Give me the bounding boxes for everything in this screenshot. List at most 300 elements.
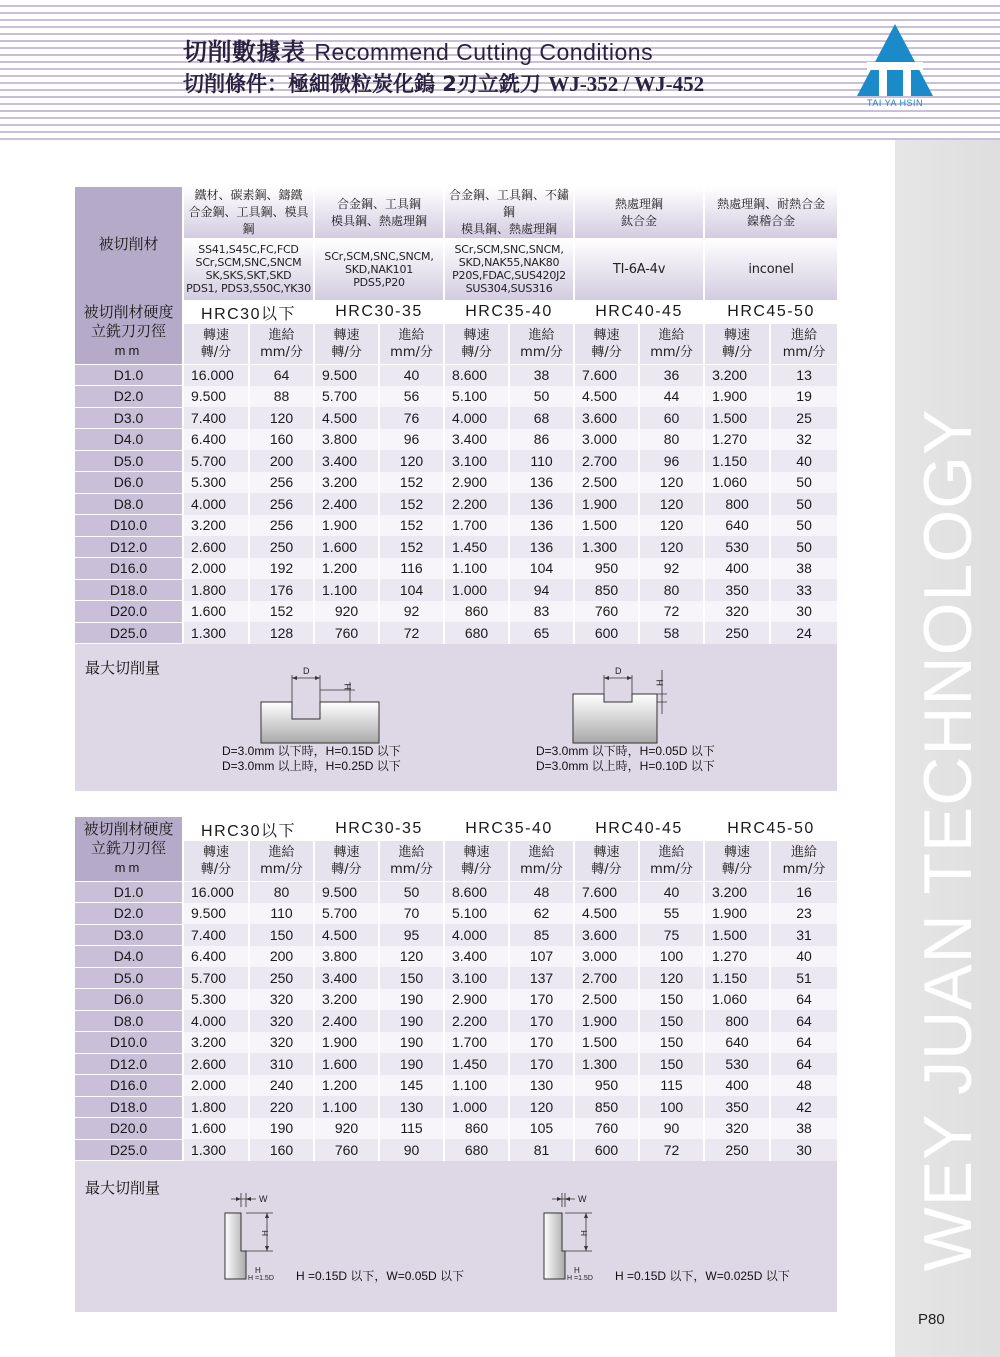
- side-cut-diagram-icon: [534, 1187, 614, 1287]
- table-row: [75, 386, 837, 408]
- feed-cell: 40: [770, 946, 837, 968]
- rpm-cell: 530: [704, 1053, 770, 1075]
- rpm-cell: 1.100: [314, 1096, 379, 1118]
- side-brand: [895, 140, 1000, 1357]
- feed-cell: 136: [509, 493, 574, 515]
- table-row: [75, 1053, 837, 1075]
- rpm-cell: 2.500: [574, 989, 639, 1011]
- feed-cell: 250: [249, 536, 314, 558]
- feed-cell: 120: [639, 472, 704, 494]
- rpm-cell: 4.500: [574, 903, 639, 925]
- feed-cell: 110: [509, 450, 574, 472]
- feed-header: 進給 mm/分: [379, 841, 444, 881]
- feed-header: 進給 mm/分: [249, 841, 314, 881]
- feed-cell: 104: [379, 579, 444, 601]
- feed-cell: 120: [379, 946, 444, 968]
- diameter-cell: D1.0: [75, 364, 183, 386]
- feed-cell: 256: [249, 472, 314, 494]
- rpm-cell: 4.000: [444, 924, 509, 946]
- max-cut-label: 最大切削量: [85, 659, 161, 677]
- rpm-cell: 760: [314, 622, 379, 644]
- rpm-header: 轉速 轉/分: [183, 841, 249, 881]
- feed-header: 進給 mm/分: [509, 841, 574, 881]
- rpm-cell: 530: [704, 536, 770, 558]
- diameter-cell: D4.0: [75, 429, 183, 451]
- feed-cell: 75: [639, 924, 704, 946]
- feed-cell: 250: [249, 967, 314, 989]
- rpm-cell: 3.100: [444, 967, 509, 989]
- rpm-cell: 760: [314, 1139, 379, 1161]
- rpm-cell: 320: [704, 601, 770, 623]
- feed-cell: 94: [509, 579, 574, 601]
- diameter-cell: D5.0: [75, 450, 183, 472]
- material-name: [183, 187, 314, 238]
- rpm-cell: 1.900: [704, 903, 770, 925]
- table-row: [75, 493, 837, 515]
- feed-cell: 72: [639, 1139, 704, 1161]
- rpm-cell: 1.600: [314, 1053, 379, 1075]
- rpm-cell: 1.300: [574, 536, 639, 558]
- table-row: [75, 558, 837, 580]
- rpm-header: 轉速 轉/分: [574, 324, 639, 364]
- grade-line: SCr,SCM,SNC,SNCM,: [324, 249, 434, 263]
- feed-cell: 145: [379, 1075, 444, 1097]
- hardness-header: HRC45-50: [704, 817, 837, 841]
- rpm-cell: 9.500: [314, 364, 379, 386]
- feed-cell: 150: [249, 924, 314, 946]
- table-row: [75, 1096, 837, 1118]
- table-row: [75, 407, 837, 429]
- rpm-cell: 5.700: [183, 967, 249, 989]
- rpm-cell: 4.500: [314, 407, 379, 429]
- feed-cell: 96: [639, 450, 704, 472]
- rpm-cell: 7.600: [574, 881, 639, 903]
- feed-cell: 120: [509, 1096, 574, 1118]
- table2-body: [75, 881, 837, 1161]
- feed-cell: 62: [509, 903, 574, 925]
- note-line: D=3.0mm 以下時，H=0.15D 以下: [222, 744, 401, 758]
- rpm-cell: 250: [704, 622, 770, 644]
- rpm-cell: 2.000: [183, 558, 249, 580]
- diameter-cell: D5.0: [75, 967, 183, 989]
- table-row: [75, 1075, 837, 1097]
- diameter-cell: D4.0: [75, 946, 183, 968]
- rpm-cell: 850: [574, 1096, 639, 1118]
- material-name-line1: 熱處理鋼、耐熱合金: [717, 196, 826, 211]
- table-row: [75, 364, 837, 386]
- feed-cell: 136: [509, 536, 574, 558]
- rpm-header: 轉速 轉/分: [704, 324, 770, 364]
- rpm-cell: 1.800: [183, 1096, 249, 1118]
- diagram-h-note: H =1.5D: [567, 1275, 593, 1282]
- diameter-cell: D1.0: [75, 881, 183, 903]
- material-name-line2: 模具鋼、熱處理鋼: [461, 222, 558, 236]
- rpm-cell: 4.500: [574, 386, 639, 408]
- rpm-cell: 1.800: [183, 579, 249, 601]
- rpm-cell: 3.400: [314, 450, 379, 472]
- feed-cell: 38: [770, 1118, 837, 1140]
- rpm-cell: 9.500: [183, 903, 249, 925]
- rpm-cell: 7.400: [183, 407, 249, 429]
- rpm-cell: 16.000: [183, 881, 249, 903]
- feed-cell: 51: [770, 967, 837, 989]
- note-line: H =0.15D 以下，W=0.025D 以下: [615, 1269, 790, 1283]
- rpm-cell: 1.270: [704, 429, 770, 451]
- side-brand-text: WEY JUAN TECHNOLOGY: [909, 408, 986, 1272]
- cutting-table-panel-1: [75, 187, 837, 791]
- feed-cell: 90: [639, 1118, 704, 1140]
- rpm-cell: 600: [574, 622, 639, 644]
- rpm-cell: 1.450: [444, 536, 509, 558]
- rpm-cell: 1.900: [314, 515, 379, 537]
- diagram-h-label: H: [343, 683, 353, 690]
- feed-cell: 70: [379, 903, 444, 925]
- feed-cell: 320: [249, 1010, 314, 1032]
- grade-line: SUS304,SUS316: [465, 282, 553, 295]
- feed-cell: 92: [379, 601, 444, 623]
- rpm-cell: 2.900: [444, 989, 509, 1011]
- material-name-line1: 合金鋼、工具鋼: [337, 196, 422, 211]
- logo-text: TAI YA HSIN: [866, 98, 923, 108]
- hardness-diameter-label: [75, 817, 183, 881]
- rpm-cell: 1.300: [183, 1139, 249, 1161]
- table-row: [75, 881, 837, 903]
- feed-cell: 136: [509, 472, 574, 494]
- feed-cell: 256: [249, 515, 314, 537]
- feed-cell: 32: [770, 429, 837, 451]
- material-name-line1: 鐵材、碳素鋼、鑄鐵: [194, 188, 303, 202]
- hardness-header: HRC45-50: [704, 300, 837, 324]
- rpm-cell: 2.500: [574, 472, 639, 494]
- rpm-cell: 9.500: [183, 386, 249, 408]
- feed-cell: 190: [379, 989, 444, 1011]
- rpm-cell: 2.700: [574, 450, 639, 472]
- rpm-header: 轉速 轉/分: [444, 324, 509, 364]
- max-cut-note-left: [296, 1269, 464, 1284]
- feed-cell: 170: [509, 1053, 574, 1075]
- feed-cell: 120: [639, 967, 704, 989]
- feed-cell: 120: [639, 515, 704, 537]
- table-row: [75, 903, 837, 925]
- rpm-header: 轉速 轉/分: [574, 841, 639, 881]
- rpm-cell: 1.200: [314, 558, 379, 580]
- rpm-cell: 3.200: [183, 1032, 249, 1054]
- rpm-cell: 400: [704, 1075, 770, 1097]
- hardness-label: 被切削材硬度: [83, 820, 174, 839]
- feed-cell: 190: [379, 1010, 444, 1032]
- rpm-cell: 4.500: [314, 924, 379, 946]
- rpm-cell: 920: [314, 601, 379, 623]
- rpm-cell: 1.500: [704, 924, 770, 946]
- hardness-header: HRC35-40: [444, 817, 574, 841]
- feed-cell: 92: [639, 558, 704, 580]
- diameter-cell: D3.0: [75, 924, 183, 946]
- rpm-cell: 1.600: [183, 601, 249, 623]
- table-row: [75, 622, 837, 644]
- rpm-cell: 2.900: [444, 472, 509, 494]
- diameter-cell: D16.0: [75, 1075, 183, 1097]
- feed-cell: 128: [249, 622, 314, 644]
- feed-cell: 50: [770, 515, 837, 537]
- rpm-cell: 1.200: [314, 1075, 379, 1097]
- feed-cell: 88: [249, 386, 314, 408]
- rpm-cell: 16.000: [183, 364, 249, 386]
- rpm-cell: 1.500: [704, 407, 770, 429]
- rpm-cell: 4.000: [183, 1010, 249, 1032]
- feed-cell: 23: [770, 903, 837, 925]
- feed-cell: 120: [639, 536, 704, 558]
- note-line: D=3.0mm 以上時，H=0.25D 以下: [222, 759, 401, 773]
- feed-cell: 38: [509, 364, 574, 386]
- feed-cell: 81: [509, 1139, 574, 1161]
- hardness-diameter-label: [75, 300, 183, 364]
- grade-line: SS41,S45C,FC,FCD: [198, 243, 299, 256]
- cutting-table-panel-2: [75, 817, 837, 1312]
- diagram-d-label: D: [303, 666, 310, 676]
- rpm-cell: 1.600: [183, 1118, 249, 1140]
- subtitle-model: WJ-352 / WJ-452: [548, 72, 705, 96]
- rpm-cell: 2.600: [183, 1053, 249, 1075]
- feed-cell: 13: [770, 364, 837, 386]
- diameter-label: 立銑刀刃徑: [90, 322, 166, 341]
- feed-cell: 48: [509, 881, 574, 903]
- diameter-cell: D12.0: [75, 1053, 183, 1075]
- material-name: [574, 187, 704, 238]
- rpm-cell: 8.600: [444, 364, 509, 386]
- rpm-cell: 6.400: [183, 946, 249, 968]
- rpm-cell: 1.500: [574, 515, 639, 537]
- feed-cell: 152: [379, 515, 444, 537]
- feed-cell: 36: [639, 364, 704, 386]
- rpm-cell: 1.060: [704, 472, 770, 494]
- rpm-cell: 3.200: [314, 989, 379, 1011]
- feed-cell: 310: [249, 1053, 314, 1075]
- feed-cell: 200: [249, 450, 314, 472]
- feed-cell: 44: [639, 386, 704, 408]
- feed-cell: 48: [770, 1075, 837, 1097]
- table-row: [75, 429, 837, 451]
- rpm-cell: 600: [574, 1139, 639, 1161]
- rpm-cell: 1.150: [704, 450, 770, 472]
- diameter-cell: D8.0: [75, 493, 183, 515]
- feed-cell: 50: [770, 493, 837, 515]
- diameter-cell: D10.0: [75, 1032, 183, 1054]
- table-row: [75, 536, 837, 558]
- feed-cell: 16: [770, 881, 837, 903]
- rpm-cell: 1.100: [314, 579, 379, 601]
- feed-cell: 80: [249, 881, 314, 903]
- table-row: [75, 1118, 837, 1140]
- rpm-cell: 1.300: [574, 1053, 639, 1075]
- feed-header: 進給 mm/分: [379, 324, 444, 364]
- diagram-h-note: H =1.5D: [248, 1275, 274, 1282]
- feed-cell: 64: [770, 1010, 837, 1032]
- feed-cell: 50: [770, 536, 837, 558]
- grade-line: PDS5,P20: [353, 275, 405, 289]
- material-name-line2: 鎳稽合金: [747, 213, 796, 228]
- feed-cell: 110: [249, 903, 314, 925]
- feed-cell: 192: [249, 558, 314, 580]
- rpm-cell: 4.000: [183, 493, 249, 515]
- rpm-header: 轉速 轉/分: [314, 324, 379, 364]
- rpm-cell: 860: [444, 601, 509, 623]
- diameter-cell: D12.0: [75, 536, 183, 558]
- rpm-cell: 640: [704, 515, 770, 537]
- rpm-cell: 950: [574, 558, 639, 580]
- feed-cell: 64: [249, 364, 314, 386]
- rpm-cell: 1.300: [183, 622, 249, 644]
- max-cut-note-left: [222, 744, 401, 774]
- rpm-cell: 1.060: [704, 989, 770, 1011]
- diameter-unit: mm: [114, 860, 143, 876]
- grade-line: inconel: [748, 261, 794, 277]
- feed-cell: 200: [249, 946, 314, 968]
- feed-cell: 85: [509, 924, 574, 946]
- rpm-header: 轉速 轉/分: [314, 841, 379, 881]
- rpm-cell: 2.200: [444, 1010, 509, 1032]
- diagram-w-label: W: [259, 1194, 268, 1204]
- feed-cell: 25: [770, 407, 837, 429]
- rpm-cell: 850: [574, 579, 639, 601]
- rpm-cell: 3.800: [314, 429, 379, 451]
- diameter-cell: D18.0: [75, 1096, 183, 1118]
- rpm-cell: 1.000: [444, 579, 509, 601]
- table-row: [75, 989, 837, 1011]
- feed-cell: 96: [379, 429, 444, 451]
- rpm-cell: 1.900: [574, 1010, 639, 1032]
- feed-cell: 107: [509, 946, 574, 968]
- rpm-cell: 3.800: [314, 946, 379, 968]
- rpm-header: 轉速 轉/分: [704, 841, 770, 881]
- rpm-cell: 2.600: [183, 536, 249, 558]
- feed-cell: 176: [249, 579, 314, 601]
- feed-cell: 42: [770, 1096, 837, 1118]
- rpm-cell: 3.200: [704, 881, 770, 903]
- hardness-header: HRC30-35: [314, 817, 444, 841]
- feed-cell: 170: [509, 1032, 574, 1054]
- feed-cell: 95: [379, 924, 444, 946]
- rpm-cell: 5.700: [314, 386, 379, 408]
- feed-cell: 100: [639, 1096, 704, 1118]
- page-subtitle: [183, 68, 704, 98]
- feed-cell: 150: [639, 1032, 704, 1054]
- table-row: [75, 450, 837, 472]
- rpm-header: 轉速 轉/分: [444, 841, 509, 881]
- diameter-cell: D6.0: [75, 472, 183, 494]
- feed-cell: 320: [249, 1032, 314, 1054]
- diameter-cell: D8.0: [75, 1010, 183, 1032]
- rpm-cell: 920: [314, 1118, 379, 1140]
- rpm-cell: 1.900: [314, 1032, 379, 1054]
- rpm-cell: 350: [704, 1096, 770, 1118]
- rpm-cell: 3.200: [704, 364, 770, 386]
- material-name: [704, 187, 837, 238]
- hardness-header: HRC35-40: [444, 300, 574, 324]
- cutting-table-2: [75, 817, 837, 1161]
- material-name: [444, 187, 574, 238]
- material-name-line1: 熱處理鋼: [615, 196, 664, 211]
- material-grades: [704, 238, 837, 300]
- hardness-header: HRC30以下: [183, 817, 314, 841]
- rpm-cell: 350: [704, 579, 770, 601]
- material-grades: [183, 238, 314, 300]
- feed-header: 進給 mm/分: [770, 841, 837, 881]
- rpm-cell: 760: [574, 601, 639, 623]
- rpm-cell: 1.150: [704, 967, 770, 989]
- rpm-cell: 3.400: [444, 429, 509, 451]
- feed-cell: 90: [379, 1139, 444, 1161]
- grade-line: PDS1, PDS3,S50C,YK30: [186, 282, 311, 295]
- feed-cell: 50: [379, 881, 444, 903]
- table-row: [75, 924, 837, 946]
- groove-diagram-icon: [255, 662, 385, 747]
- feed-cell: 150: [639, 1010, 704, 1032]
- grade-line: SKD,NAK101: [344, 262, 414, 276]
- rpm-cell: 5.700: [314, 903, 379, 925]
- rpm-header: 轉速 轉/分: [183, 324, 249, 364]
- rpm-cell: 250: [704, 1139, 770, 1161]
- hardness-header: HRC30-35: [314, 300, 444, 324]
- side-cut-diagram-icon: [215, 1187, 295, 1287]
- feed-cell: 80: [639, 429, 704, 451]
- feed-cell: 68: [509, 407, 574, 429]
- rpm-cell: 950: [574, 1075, 639, 1097]
- material-grades: [574, 238, 704, 300]
- feed-cell: 152: [379, 493, 444, 515]
- feed-cell: 19: [770, 386, 837, 408]
- material-grades: [314, 238, 444, 300]
- diameter-unit: mm: [114, 343, 143, 359]
- rpm-cell: 5.300: [183, 989, 249, 1011]
- max-cut-label: 最大切削量: [85, 1179, 161, 1197]
- rpm-cell: 1.000: [444, 1096, 509, 1118]
- feed-cell: 120: [639, 493, 704, 515]
- rpm-cell: 1.700: [444, 515, 509, 537]
- diagram-h-label: H: [574, 1266, 580, 1275]
- feed-cell: 160: [249, 429, 314, 451]
- hardness-header: HRC30以下: [183, 300, 314, 324]
- feed-cell: 60: [639, 407, 704, 429]
- diameter-cell: D10.0: [75, 515, 183, 537]
- table-row: [75, 472, 837, 494]
- grade-line: P20S,FDAC,SUS420J2: [452, 269, 566, 282]
- rpm-cell: 1.900: [704, 386, 770, 408]
- feed-cell: 86: [509, 429, 574, 451]
- feed-cell: 136: [509, 515, 574, 537]
- feed-cell: 130: [379, 1096, 444, 1118]
- feed-cell: 170: [509, 1010, 574, 1032]
- feed-cell: 100: [639, 946, 704, 968]
- rpm-cell: 4.000: [444, 407, 509, 429]
- feed-cell: 31: [770, 924, 837, 946]
- feed-cell: 83: [509, 601, 574, 623]
- rpm-cell: 2.200: [444, 493, 509, 515]
- rpm-cell: 1.100: [444, 558, 509, 580]
- feed-cell: 130: [509, 1075, 574, 1097]
- hardness-header: HRC40-45: [574, 300, 704, 324]
- diameter-cell: D25.0: [75, 622, 183, 644]
- page-number: P80: [918, 1311, 945, 1328]
- rpm-cell: 2.700: [574, 967, 639, 989]
- material-name-line1: 合金鋼、工具鋼、不鏽鋼: [449, 188, 570, 219]
- grade-line: SCr,SCM,SNC,SNCM: [195, 256, 302, 269]
- table-row: [75, 515, 837, 537]
- note-line: H =0.15D 以下，W=0.05D 以下: [296, 1269, 465, 1283]
- material-name-line2: 合金鋼、工具鋼、模具鋼: [188, 205, 309, 236]
- rpm-cell: 1.100: [444, 1075, 509, 1097]
- feed-cell: 152: [379, 536, 444, 558]
- feed-cell: 30: [770, 601, 837, 623]
